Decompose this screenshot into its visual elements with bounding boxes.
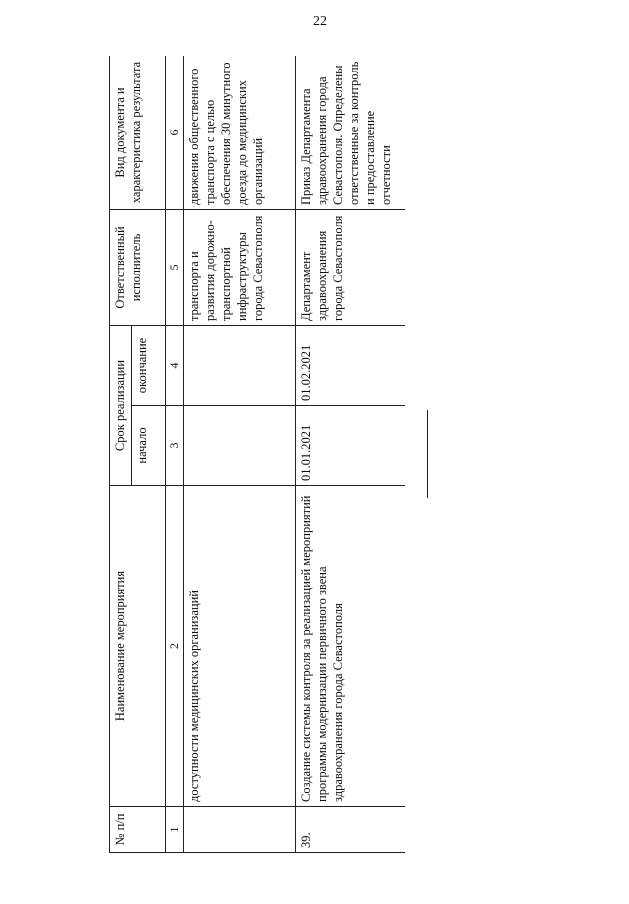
row-result: Приказ Департамента здравоохранения города Севастополя. Определены ответственные за контроль и предоставление отчетности — [296, 56, 406, 209]
plan-table — [109, 56, 405, 853]
header-result: Вид документа и характеристика результата — [110, 56, 166, 209]
row-executor: Департамент здравоохранения города Севастополя — [296, 209, 406, 325]
signature-line — [427, 410, 428, 498]
column-number: 5 — [166, 209, 184, 325]
header-name: Наименование мероприятия — [110, 486, 166, 807]
table-row — [184, 56, 296, 853]
row-end — [184, 325, 296, 405]
row-name: Создание системы контроля за реализацией мероприятий программы модернизации первичного звена здравоохранения города Севастополя — [296, 486, 406, 807]
column-number: 2 — [166, 486, 184, 807]
column-number: 6 — [166, 56, 184, 209]
row-name: доступности медицинских организаций — [184, 486, 296, 807]
header-period: Срок реализации — [110, 325, 132, 485]
row-start: 01.01.2021 — [296, 406, 406, 486]
rotated-table-frame — [109, 56, 405, 853]
row-number: 39. — [296, 807, 406, 853]
row-result: движения общественного транспорта с целью обеспечения 30 минутного доезда до медицинских организаций — [184, 56, 296, 209]
table-container — [109, 56, 405, 853]
header-start: начало — [132, 406, 166, 486]
column-number: 3 — [166, 406, 184, 486]
header-executor: Ответственный исполнитель — [110, 209, 166, 325]
table-row — [296, 56, 406, 853]
row-number — [184, 807, 296, 853]
row-executor: транспорта и развития дорожно-транспортной инфраструктуры города Севастополя — [184, 209, 296, 325]
header-no: № п/п — [110, 807, 166, 853]
column-number: 1 — [166, 807, 184, 853]
page-number: 22 — [313, 14, 327, 29]
column-number: 4 — [166, 325, 184, 405]
row-start — [184, 406, 296, 486]
header-end: окончание — [132, 325, 166, 405]
row-end: 01.02.2021 — [296, 325, 406, 405]
